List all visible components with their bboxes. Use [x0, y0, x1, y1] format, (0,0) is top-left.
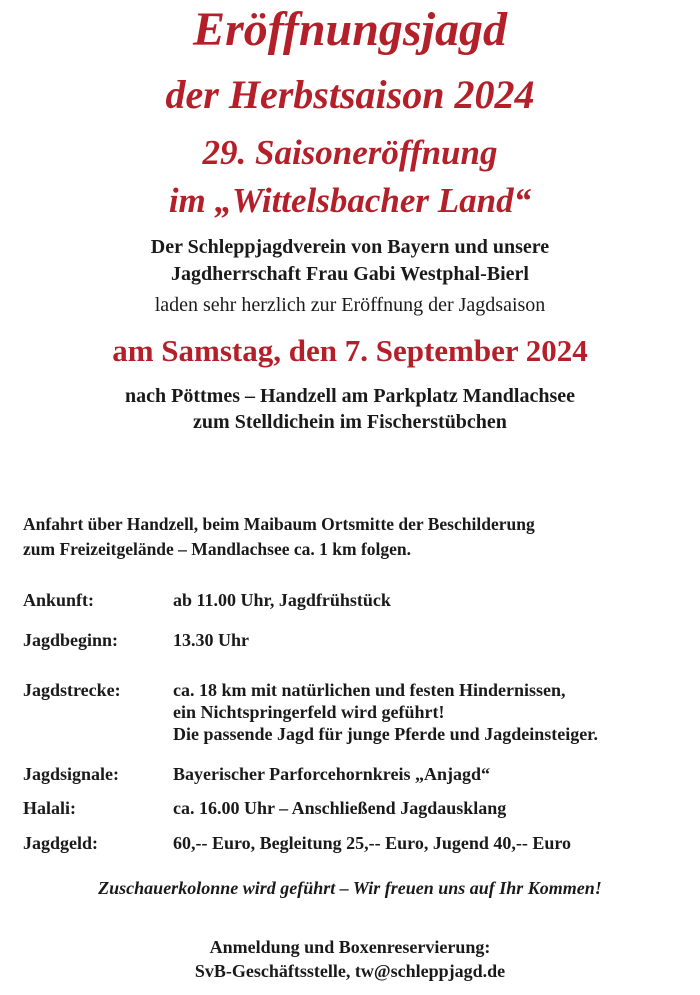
- directions-line-1: Anfahrt über Handzell, beim Maibaum Ortsmitte der Beschilderung: [23, 514, 535, 534]
- detail-value-line: 60,-- Euro, Begleitung 25,-- Euro, Jugend 40,-- Euro: [173, 833, 572, 853]
- detail-value-line: ein Nichtspringerfeld wird geführt!: [173, 702, 445, 722]
- title-line-1: Eröffnungsjagd: [193, 3, 507, 56]
- detail-value: [173, 797, 693, 819]
- detail-value: [173, 629, 693, 651]
- detail-value: [173, 589, 693, 611]
- subtitle-line-2: im „Wittelsbacher Land“: [168, 181, 532, 220]
- detail-label: Halali:: [23, 798, 76, 818]
- directions: [23, 512, 693, 562]
- location-block: [0, 383, 700, 435]
- registration-line-1: Anmeldung und Boxenreservierung:: [209, 937, 491, 957]
- closing-note: Zuschauerkolonne wird geführt – Wir freuen uns auf Ihr Kommen!: [98, 878, 602, 898]
- detail-label: Jagdbeginn:: [23, 630, 119, 650]
- detail-label: Jagdgeld:: [23, 833, 99, 853]
- detail-label: Ankunft:: [23, 590, 95, 610]
- detail-label: Jagdstrecke:: [23, 680, 121, 700]
- invitation-line-3: laden sehr herzlich zur Eröffnung der Jagdsaison: [154, 294, 546, 316]
- title-line-2: der Herbstsaison 2024: [165, 72, 535, 117]
- subtitle-line-1: 29. Saisoneröffnung: [202, 133, 498, 172]
- location-line-2: zum Stelldichein im Fischerstübchen: [193, 411, 507, 433]
- detail-value-line: Bayerischer Parforcehornkreis „Anjagd“: [173, 764, 490, 784]
- directions-line-2: zum Freizeitgelände – Mandlachsee ca. 1 km folgen.: [23, 539, 412, 559]
- registration-block: [0, 935, 700, 983]
- detail-value-line: 13.30 Uhr: [173, 630, 249, 650]
- detail-value-line: ca. 16.00 Uhr – Anschließend Jagdausklang: [173, 798, 507, 818]
- detail-value-line: ca. 18 km mit natürlichen und festen Hindernissen,: [173, 680, 566, 700]
- detail-value: [173, 763, 693, 785]
- invitation-line-1: Der Schleppjagdverein von Bayern und unsere: [150, 236, 550, 258]
- location-line-1: nach Pöttmes – Handzell am Parkplatz Mandlachsee: [125, 385, 575, 407]
- invitation-block: [0, 234, 700, 319]
- detail-value-line: Die passende Jagd für junge Pferde und Jagdeinsteiger.: [173, 724, 599, 744]
- detail-label: Jagdsignale:: [23, 764, 120, 784]
- detail-value: [173, 679, 693, 745]
- registration-contact[interactable]: SvB-Geschäftsstelle, tw@schleppjagd.de: [194, 961, 506, 981]
- event-date: am Samstag, den 7. September 2024: [112, 333, 588, 368]
- detail-value-line: ab 11.00 Uhr, Jagdfrühstück: [173, 590, 391, 610]
- invitation-line-2: Jagdherrschaft Frau Gabi Westphal-Bierl: [171, 263, 529, 285]
- detail-value: [173, 832, 693, 854]
